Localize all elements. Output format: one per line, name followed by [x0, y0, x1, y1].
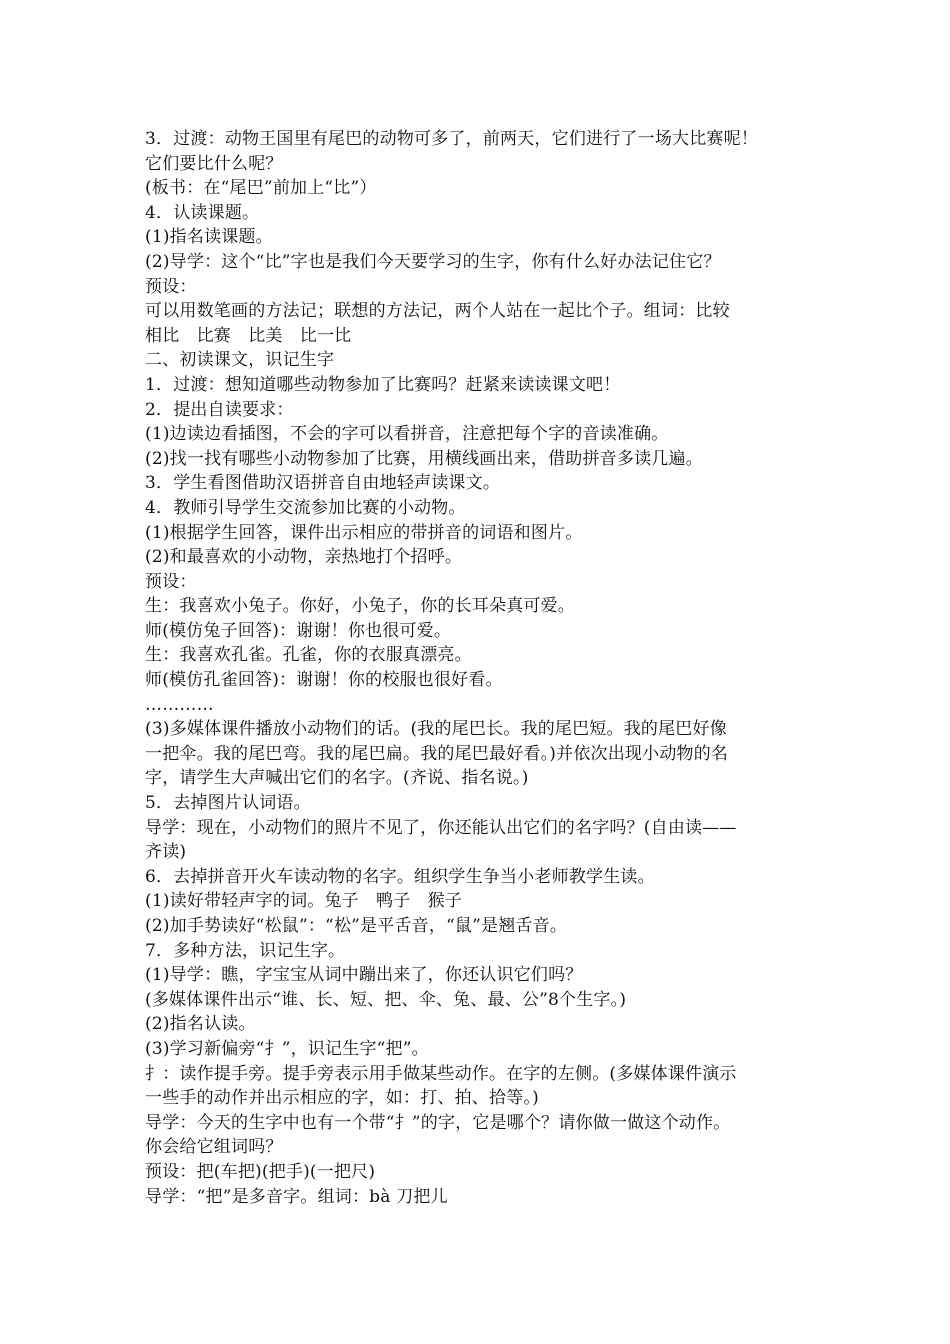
text-line: 可以用数笔画的方法记；联想的方法记，两个人站在一起比个子。组词：比较 [145, 301, 730, 322]
text-line: (1)边读边看插图，不会的字可以看拼音，注意把每个字的音读准确。 [145, 424, 669, 445]
text-line: 它们要比什么呢？ [145, 153, 283, 174]
text-line: 3．过渡：动物王国里有尾巴的动物可多了，前两天，它们进行了一场大比赛呢！ [145, 129, 759, 149]
text-line: 齐读) [145, 842, 187, 863]
text-line: (多媒体课件出示“谁、长、短、把、伞、兔、最、公”8个生字。) [145, 989, 627, 1010]
text-line: 生：我喜欢孔雀。孔雀，你的衣服真漂亮。 [145, 645, 472, 666]
text-line: (1)根据学生回答，课件出示相应的带拼音的词语和图片。 [145, 522, 583, 543]
text-line: 导学：今天的生字中也有一个带“扌”的字，它是哪个？请你做一做这个动作。 [145, 1112, 731, 1133]
text-line: 预设： [145, 571, 197, 592]
text-line: 预设：把(车把)(把手)(一把尺) [145, 1161, 376, 1182]
text-line: (2)导学：这个“比”字也是我们今天要学习的生字，你有什么好办法记住它？ [145, 251, 721, 272]
ellipsis-line: ………… [145, 694, 214, 715]
text-line: 3．学生看图借助汉语拼音自由地轻声读课文。 [145, 473, 501, 494]
text-line: (3)多媒体课件播放小动物们的话。(我的尾巴长。我的尾巴短。我的尾巴好像 [145, 719, 727, 740]
text-line: 相比 比赛 比美 比一比 [145, 325, 352, 346]
text-line: 字，请学生大声喊出它们的名字。(齐说、指名说。) [145, 768, 529, 789]
text-line: 6．去掉拼音开火车读动物的名字。组织学生争当小老师教学生读。 [145, 866, 655, 887]
document-body [145, 127, 825, 1209]
text-line: 4．教师引导学生交流参加比赛的小动物。 [145, 497, 466, 518]
text-line: (1)读好带轻声字的词。兔子 鸭子 猴子 [145, 891, 463, 912]
text-line: 1．过渡：想知道哪些动物参加了比赛吗？赶紧来读读课文吧！ [145, 374, 621, 395]
text-line: (2)加手势读好“松鼠”：“松”是平舌音，“鼠”是翘舌音。 [145, 916, 568, 936]
text-line: 4．认读课题。 [145, 202, 260, 223]
text-line: 预设： [145, 276, 197, 297]
text-line: 师(模仿兔子回答)：谢谢！你也很可爱。 [145, 620, 452, 641]
text-line: 你会给它组词吗？ [145, 1137, 283, 1158]
text-line: (2)指名认读。 [145, 1014, 256, 1035]
text-line: 一些手的动作并出示相应的字，如：打、拍、拾等。) [145, 1088, 539, 1109]
text-line: 5．去掉图片认词语。 [145, 793, 311, 814]
text-line: 扌：读作提手旁。提手旁表示用手做某些动作。在字的左侧。(多媒体课件演示 [145, 1063, 737, 1084]
text-line: 导学：“把”是多音字。组词：bà 刀把儿 [145, 1186, 448, 1207]
text-line: (1)指名读课题。 [145, 227, 273, 248]
text-line: (板书：在“尾巴”前加上“比”） [145, 178, 377, 199]
text-line: 一把伞。我的尾巴弯。我的尾巴扁。我的尾巴最好看。)并依次出现小动物的名 [145, 743, 729, 764]
text-line: (3)学习新偏旁“扌”，识记生字“把”。 [145, 1038, 429, 1059]
section-heading: 二、初读课文，识记生字 [145, 350, 335, 371]
text-line: 生：我喜欢小兔子。你好，小兔子，你的长耳朵真可爱。 [145, 596, 575, 617]
text-line: 7．多种方法，识记生字。 [145, 940, 346, 961]
text-line: (1)导学：瞧，字宝宝从词中蹦出来了，你还认识它们吗？ [145, 965, 583, 986]
text-line: (2)和最喜欢的小动物，亲热地打个招呼。 [145, 547, 463, 568]
text-line: 导学：现在，小动物们的照片不见了，你还能认出它们的名字吗？(自由读—— [145, 817, 737, 838]
text-line: (2)找一找有哪些小动物参加了比赛，用横线画出来，借助拼音多读几遍。 [145, 448, 703, 469]
text-line: 2．提出自读要求： [145, 399, 294, 420]
text-line: 师(模仿孔雀回答)：谢谢！你的校服也很好看。 [145, 670, 503, 691]
